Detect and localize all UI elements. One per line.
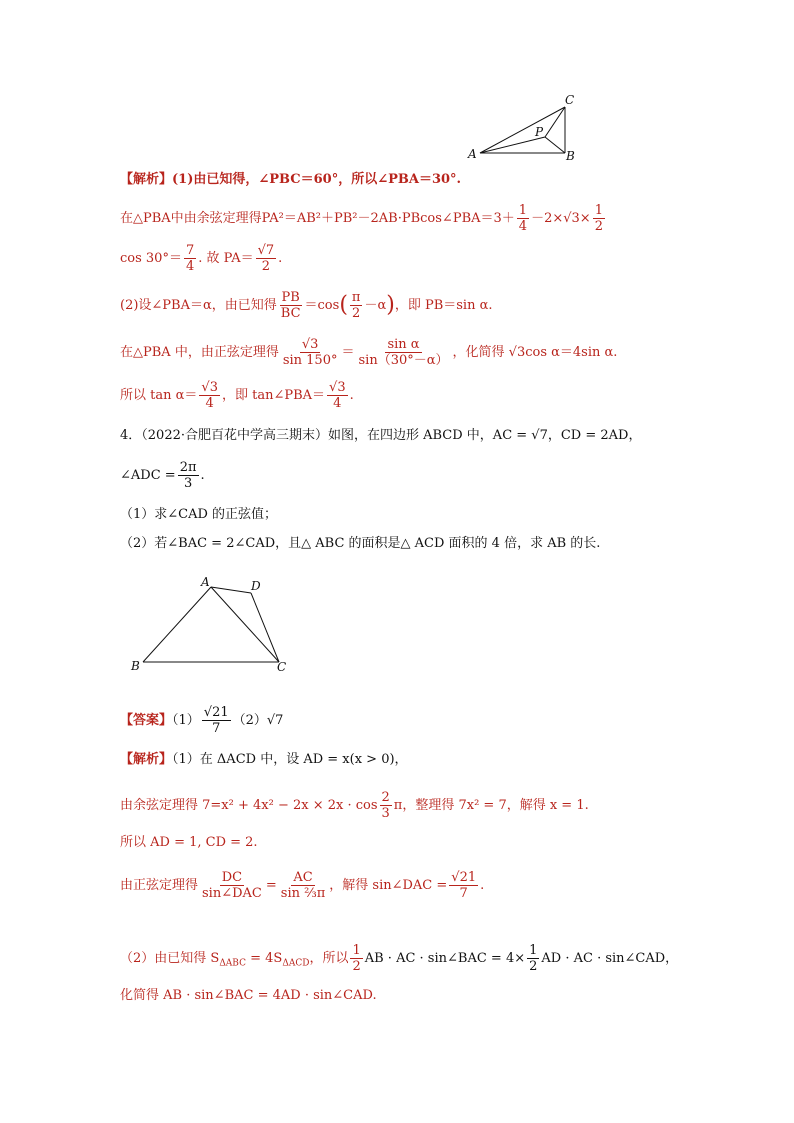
triangle-figure-pbc xyxy=(460,92,590,167)
segment-ad xyxy=(211,587,251,593)
solution-tag: 【解析】 xyxy=(120,752,173,767)
fraction: $\frac{√7}{2}$ xyxy=(257,243,275,274)
solution-text: cos 30°＝ xyxy=(120,251,182,266)
fraction: $\frac{1}{2}$ xyxy=(594,203,603,234)
solution-2-line-2 xyxy=(120,790,589,821)
fraction: $\frac{2}{3}$ xyxy=(381,790,390,821)
question-4-angle-line: ∠ADC = $\frac{2\pi}{3}$ . xyxy=(120,460,205,491)
solution-text: －2×√3× xyxy=(531,211,591,226)
segment-pc xyxy=(545,107,565,137)
fraction: $\frac{\text{sin α}}{\sin(30^\circ-\alpha)}$ xyxy=(358,337,449,368)
solution-text: （2）由已知得 S xyxy=(120,951,220,966)
fraction: $\frac{1}{2}$ xyxy=(529,943,538,974)
label-b: B xyxy=(131,659,140,672)
answer-line: 【答案】（1） $\frac{√21}{7}$ （2）√7 xyxy=(120,705,284,736)
solution-2-line-5: （2）由已知得 $S_{\Delta ABC} = 4S_{\Delta ACD}$，所以 $\frac{1}{2}$ AB · AC · sin∠BAC = 4× $\frac{1}{2}$ AD · AC · sin∠CAD， xyxy=(120,943,679,974)
fraction: $\frac{1}{2}$ xyxy=(352,943,361,974)
label-a: A xyxy=(201,575,210,589)
solution-2-line-6: 化简得 AB · sin∠BAC = 4AD · sin∠CAD. xyxy=(120,988,377,1003)
solution-text: (1)由已知得，∠PBC＝60°，所以∠PBA＝30°. xyxy=(172,172,462,187)
fraction: $\frac{√3}{4}$ xyxy=(201,380,218,411)
solution-text: ，解得 sin∠DAC = xyxy=(329,878,448,893)
answer-part-2: （2）√7 xyxy=(232,713,284,728)
quadrilateral-figure-abcd xyxy=(125,572,295,672)
fraction: $\frac{AC}{\text{sin ⅔π}}$ xyxy=(280,870,326,901)
solution-1-line-1 xyxy=(120,170,461,190)
label-a: A xyxy=(468,147,477,161)
question-4-stem: 4．（2022·合肥百花中学高三期末）如图，在四边形 ABCD 中，AC = √7，CD = 2AD， xyxy=(120,428,642,443)
segment-pb xyxy=(545,137,565,153)
solution-2-line-4: 由正弦定理得 $\frac{DC}{\text{sin∠DAC}}$ = $\frac{AC}{\text{sin ⅔π}}$ ，解得 sin∠DAC = $\frac{√21}{7}$ . xyxy=(120,870,485,901)
question-4-part-1: （1）求∠CAD 的正弦值； xyxy=(120,507,278,522)
segment-dc xyxy=(251,593,279,662)
solution-text: 由正弦定理得 xyxy=(120,878,199,893)
solution-2-line-1 xyxy=(120,750,408,770)
solution-text: 在△PBA中由余弦定理得PA²＝AB²＋PB²－2AB·PBcos∠PBA＝3＋ xyxy=(120,211,515,226)
solution-1-line-3: cos 30°＝ $\frac{7}{4}$ . 故 PA＝ $\frac{√7}{2}$ . xyxy=(120,243,283,274)
solution-text: . 故 PA＝ xyxy=(198,251,254,266)
fraction: $\frac{1}{4}$ xyxy=(518,203,528,234)
fraction: $\frac{PB}{BC}$ xyxy=(280,290,301,321)
fraction: $\frac{√21}{7}$ xyxy=(203,705,229,736)
segment-ap xyxy=(480,137,545,153)
solution-1-line-5: 在△PBA 中，由正弦定理得 $\frac{√3}{\sin 150^\circ}$ ＝ $\frac{\text{sin α}}{\sin(30^\circ-\alpha)}$ ，化简得 √3cos α＝4sin α. xyxy=(120,337,618,368)
segment-ac xyxy=(480,107,565,153)
solution-1-line-6: 所以 tan α＝ $\frac{√3}{4}$ ，即 tan∠PBA＝ $\frac{√3}{4}$ . xyxy=(120,380,354,411)
solution-text: ，即 PB＝sin α. xyxy=(394,298,493,313)
fraction: $\frac{√3}{4}$ xyxy=(329,380,346,411)
solution-text: (2)设∠PBA＝α，由已知得 xyxy=(120,298,277,313)
fraction: $\frac{√21}{7}$ xyxy=(451,870,477,901)
segment-ac xyxy=(211,587,279,662)
fraction: $\frac{√3}{\sin 150^\circ}$ xyxy=(282,337,338,368)
fraction: $\frac{DC}{\text{sin∠DAC}}$ xyxy=(202,870,262,901)
label-d: D xyxy=(251,579,261,593)
solution-tag: 【解析】 xyxy=(120,172,173,187)
solution-text: ，即 tan∠PBA＝ xyxy=(221,388,326,403)
question-4-part-2: （2）若∠BAC = 2∠CAD，且△ ABC 的面积是△ ACD 面积的 4 倍，求 AB 的长. xyxy=(120,536,601,551)
solution-text: ，化简得 √3cos α＝4sin α. xyxy=(452,345,618,360)
solution-text: 由余弦定理得 7=x² + 4x² − 2x × 2x · cos xyxy=(120,798,378,813)
solution-1-line-2 xyxy=(120,203,607,234)
label-c: C xyxy=(565,93,575,107)
fraction: $\frac{2\pi}{3}$ xyxy=(179,460,197,491)
solution-2-line-3: 所以 AD = 1, CD = 2. xyxy=(120,835,258,850)
solution-text: 所以 tan α＝ xyxy=(120,388,198,403)
solution-text: 在△PBA 中，由正弦定理得 xyxy=(120,345,279,360)
label-p: P xyxy=(535,125,544,139)
fraction: $\frac{7}{4}$ xyxy=(185,243,195,274)
label-b: B xyxy=(566,149,575,163)
solution-1-line-4: (2)设∠PBA＝α，由已知得 $\frac{PB}{BC}$ ＝cos( $\frac{\pi}{2}$ －α)，即 PB＝sin α. xyxy=(120,290,493,321)
solution-text: π，整理得 7x² = 7，解得 x = 1. xyxy=(393,798,589,813)
fraction: $\frac{\pi}{2}$ xyxy=(351,290,361,321)
label-c: C xyxy=(277,660,287,672)
answer-tag: 【答案】 xyxy=(120,713,173,728)
segment-ab xyxy=(143,587,211,662)
solution-text: （1）在 ΔACD 中，设 AD = x(x > 0)， xyxy=(172,752,408,767)
